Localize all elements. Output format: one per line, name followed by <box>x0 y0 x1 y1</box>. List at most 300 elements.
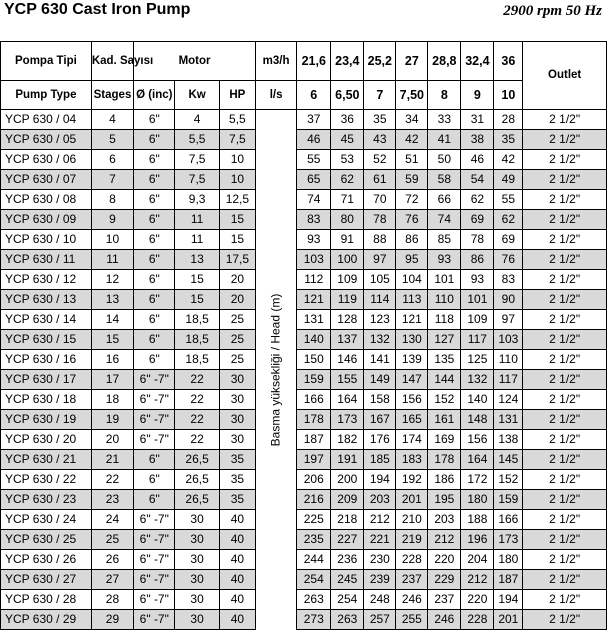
cell-head: 53 <box>331 150 364 170</box>
cell-head: 112 <box>297 270 331 290</box>
head-axis-cell <box>255 110 296 630</box>
header-flow-ls-5: 9 <box>461 81 494 110</box>
cell-head: 149 <box>364 370 396 390</box>
cell-kw: 15 <box>175 270 219 290</box>
cell-diameter: 6" <box>134 290 175 310</box>
cell-hp: 25 <box>219 310 255 330</box>
cell-head: 110 <box>428 290 461 310</box>
cell-model: YCP 630 / 25 <box>1 530 92 550</box>
table-row <box>1 250 607 270</box>
cell-diameter: 6" <box>134 230 175 250</box>
cell-kw: 13 <box>175 250 219 270</box>
cell-kw: 26,5 <box>175 450 219 470</box>
cell-head: 83 <box>297 210 331 230</box>
cell-head: 228 <box>461 610 494 630</box>
cell-head: 203 <box>428 510 461 530</box>
cell-head: 257 <box>364 610 396 630</box>
cell-head: 124 <box>494 390 523 410</box>
cell-diameter: 6" <box>134 190 175 210</box>
cell-head: 80 <box>331 210 364 230</box>
cell-head: 37 <box>297 110 331 130</box>
cell-head: 173 <box>331 410 364 430</box>
cell-kw: 4 <box>175 110 219 130</box>
cell-stages: 9 <box>91 210 133 230</box>
header-flow-m3h-6: 36 <box>494 42 523 81</box>
cell-head: 74 <box>297 190 331 210</box>
cell-head: 244 <box>297 550 331 570</box>
cell-head: 188 <box>461 510 494 530</box>
cell-head: 141 <box>364 350 396 370</box>
cell-head: 62 <box>331 170 364 190</box>
cell-head: 117 <box>494 370 523 390</box>
header-flow-ls-4: 8 <box>428 81 461 110</box>
table-row <box>1 210 607 230</box>
cell-head: 156 <box>396 390 428 410</box>
cell-model: YCP 630 / 22 <box>1 470 92 490</box>
cell-stages: 10 <box>91 230 133 250</box>
cell-head: 145 <box>494 450 523 470</box>
cell-head: 109 <box>331 270 364 290</box>
cell-head: 97 <box>364 250 396 270</box>
cell-model: YCP 630 / 20 <box>1 430 92 450</box>
table-row <box>1 570 607 590</box>
cell-kw: 26,5 <box>175 490 219 510</box>
cell-model: YCP 630 / 04 <box>1 110 92 130</box>
cell-diameter: 6" -7" <box>134 550 175 570</box>
table-row <box>1 490 607 510</box>
cell-head: 203 <box>364 490 396 510</box>
cell-head: 74 <box>428 210 461 230</box>
cell-head: 119 <box>331 290 364 310</box>
cell-model: YCP 630 / 18 <box>1 390 92 410</box>
cell-head: 158 <box>364 390 396 410</box>
cell-head: 61 <box>364 170 396 190</box>
cell-stages: 29 <box>91 610 133 630</box>
cell-outlet: 2 1/2" <box>523 290 607 310</box>
cell-head: 62 <box>494 210 523 230</box>
cell-model: YCP 630 / 19 <box>1 410 92 430</box>
cell-head: 221 <box>364 530 396 550</box>
cell-diameter: 6" <box>134 130 175 150</box>
cell-outlet: 2 1/2" <box>523 250 607 270</box>
cell-outlet: 2 1/2" <box>523 390 607 410</box>
cell-head: 38 <box>461 130 494 150</box>
cell-head: 93 <box>428 250 461 270</box>
header-flow-m3h-4: 28,8 <box>428 42 461 81</box>
header-motor: Motor <box>134 42 256 81</box>
head-axis-label: Basma yüksekliği / Head (m) <box>268 293 283 447</box>
cell-outlet: 2 1/2" <box>523 330 607 350</box>
cell-head: 117 <box>461 330 494 350</box>
table-row <box>1 130 607 150</box>
cell-head: 105 <box>364 270 396 290</box>
cell-head: 104 <box>396 270 428 290</box>
cell-head: 216 <box>297 490 331 510</box>
cell-head: 139 <box>396 350 428 370</box>
cell-model: YCP 630 / 07 <box>1 170 92 190</box>
cell-head: 245 <box>331 570 364 590</box>
cell-outlet: 2 1/2" <box>523 190 607 210</box>
cell-hp: 40 <box>219 590 255 610</box>
cell-stages: 22 <box>91 470 133 490</box>
cell-head: 218 <box>331 510 364 530</box>
cell-head: 100 <box>331 250 364 270</box>
table-row <box>1 610 607 630</box>
cell-outlet: 2 1/2" <box>523 210 607 230</box>
cell-kw: 22 <box>175 390 219 410</box>
cell-outlet: 2 1/2" <box>523 170 607 190</box>
cell-head: 201 <box>494 610 523 630</box>
cell-head: 146 <box>331 350 364 370</box>
cell-hp: 10 <box>219 170 255 190</box>
cell-head: 176 <box>364 430 396 450</box>
cell-head: 197 <box>297 450 331 470</box>
cell-head: 182 <box>331 430 364 450</box>
cell-head: 52 <box>364 150 396 170</box>
cell-kw: 30 <box>175 590 219 610</box>
cell-head: 212 <box>461 570 494 590</box>
cell-head: 173 <box>494 530 523 550</box>
cell-kw: 30 <box>175 510 219 530</box>
cell-diameter: 6" <box>134 350 175 370</box>
cell-kw: 30 <box>175 550 219 570</box>
cell-stages: 17 <box>91 370 133 390</box>
cell-diameter: 6" -7" <box>134 530 175 550</box>
cell-head: 248 <box>364 590 396 610</box>
header-flow-ls-1: 6,50 <box>331 81 364 110</box>
cell-head: 183 <box>396 450 428 470</box>
cell-hp: 7,5 <box>219 130 255 150</box>
cell-head: 78 <box>461 230 494 250</box>
table-row <box>1 150 607 170</box>
cell-head: 41 <box>428 130 461 150</box>
cell-head: 86 <box>461 250 494 270</box>
cell-stages: 11 <box>91 250 133 270</box>
cell-hp: 40 <box>219 610 255 630</box>
cell-hp: 12,5 <box>219 190 255 210</box>
cell-outlet: 2 1/2" <box>523 470 607 490</box>
cell-head: 55 <box>494 190 523 210</box>
cell-head: 50 <box>428 150 461 170</box>
cell-diameter: 6" <box>134 110 175 130</box>
cell-head: 200 <box>331 470 364 490</box>
cell-outlet: 2 1/2" <box>523 130 607 150</box>
table-row <box>1 390 607 410</box>
table-row <box>1 110 607 130</box>
cell-head: 59 <box>396 170 428 190</box>
cell-outlet: 2 1/2" <box>523 150 607 170</box>
cell-head: 169 <box>428 430 461 450</box>
cell-head: 237 <box>428 590 461 610</box>
cell-head: 36 <box>331 110 364 130</box>
table-row <box>1 530 607 550</box>
cell-model: YCP 630 / 14 <box>1 310 92 330</box>
cell-head: 62 <box>461 190 494 210</box>
cell-head: 127 <box>428 330 461 350</box>
cell-head: 70 <box>364 190 396 210</box>
cell-hp: 35 <box>219 490 255 510</box>
cell-diameter: 6" -7" <box>134 570 175 590</box>
cell-head: 132 <box>461 370 494 390</box>
cell-head: 121 <box>396 310 428 330</box>
cell-head: 76 <box>494 250 523 270</box>
cell-head: 174 <box>396 430 428 450</box>
cell-diameter: 6" <box>134 470 175 490</box>
cell-outlet: 2 1/2" <box>523 370 607 390</box>
cell-outlet: 2 1/2" <box>523 530 607 550</box>
header-m3h: m3/h <box>255 42 296 81</box>
cell-stages: 13 <box>91 290 133 310</box>
cell-head: 178 <box>428 450 461 470</box>
cell-head: 31 <box>461 110 494 130</box>
cell-head: 212 <box>428 530 461 550</box>
cell-diameter: 6" -7" <box>134 510 175 530</box>
cell-head: 131 <box>494 410 523 430</box>
cell-diameter: 6" -7" <box>134 370 175 390</box>
cell-kw: 22 <box>175 430 219 450</box>
cell-kw: 18,5 <box>175 330 219 350</box>
cell-hp: 10 <box>219 150 255 170</box>
table-row <box>1 350 607 370</box>
cell-head: 93 <box>461 270 494 290</box>
cell-model: YCP 630 / 10 <box>1 230 92 250</box>
cell-stages: 4 <box>91 110 133 130</box>
cell-model: YCP 630 / 09 <box>1 210 92 230</box>
cell-model: YCP 630 / 06 <box>1 150 92 170</box>
table-row <box>1 450 607 470</box>
cell-hp: 20 <box>219 290 255 310</box>
speed-label: 2900 rpm 50 Hz <box>503 3 602 19</box>
header-flow-m3h-5: 32,4 <box>461 42 494 81</box>
cell-diameter: 6" <box>134 310 175 330</box>
cell-model: YCP 630 / 08 <box>1 190 92 210</box>
header-flow-m3h-2: 25,2 <box>364 42 396 81</box>
cell-head: 147 <box>396 370 428 390</box>
table-row <box>1 550 607 570</box>
cell-head: 71 <box>331 190 364 210</box>
cell-head: 220 <box>461 590 494 610</box>
cell-head: 125 <box>461 350 494 370</box>
cell-head: 51 <box>396 150 428 170</box>
cell-stages: 24 <box>91 510 133 530</box>
cell-head: 152 <box>428 390 461 410</box>
cell-stages: 12 <box>91 270 133 290</box>
cell-kw: 22 <box>175 410 219 430</box>
cell-hp: 25 <box>219 330 255 350</box>
cell-diameter: 6" <box>134 170 175 190</box>
cell-stages: 26 <box>91 550 133 570</box>
title-bar <box>0 0 608 23</box>
table-row <box>1 330 607 350</box>
cell-head: 130 <box>396 330 428 350</box>
cell-diameter: 6" <box>134 250 175 270</box>
table-row <box>1 290 607 310</box>
cell-kw: 15 <box>175 290 219 310</box>
cell-model: YCP 630 / 16 <box>1 350 92 370</box>
cell-head: 204 <box>461 550 494 570</box>
cell-head: 180 <box>461 490 494 510</box>
table-row <box>1 510 607 530</box>
cell-head: 227 <box>331 530 364 550</box>
header-kw: Kw <box>175 81 219 110</box>
cell-hp: 30 <box>219 370 255 390</box>
cell-diameter: 6" <box>134 270 175 290</box>
cell-head: 85 <box>428 230 461 250</box>
cell-stages: 5 <box>91 130 133 150</box>
cell-head: 185 <box>364 450 396 470</box>
cell-head: 230 <box>364 550 396 570</box>
cell-head: 228 <box>396 550 428 570</box>
cell-head: 101 <box>461 290 494 310</box>
cell-head: 28 <box>494 110 523 130</box>
cell-head: 131 <box>297 310 331 330</box>
cell-head: 219 <box>396 530 428 550</box>
cell-stages: 20 <box>91 430 133 450</box>
cell-hp: 15 <box>219 210 255 230</box>
cell-head: 186 <box>428 470 461 490</box>
table-row <box>1 370 607 390</box>
cell-outlet: 2 1/2" <box>523 430 607 450</box>
cell-diameter: 6" -7" <box>134 410 175 430</box>
cell-head: 135 <box>428 350 461 370</box>
cell-outlet: 2 1/2" <box>523 550 607 570</box>
cell-diameter: 6" <box>134 210 175 230</box>
cell-head: 237 <box>396 570 428 590</box>
cell-stages: 28 <box>91 590 133 610</box>
cell-stages: 16 <box>91 350 133 370</box>
cell-model: YCP 630 / 24 <box>1 510 92 530</box>
cell-head: 191 <box>331 450 364 470</box>
cell-head: 97 <box>494 310 523 330</box>
cell-head: 206 <box>297 470 331 490</box>
cell-head: 166 <box>297 390 331 410</box>
cell-diameter: 6" <box>134 490 175 510</box>
cell-kw: 5,5 <box>175 130 219 150</box>
cell-diameter: 6" <box>134 150 175 170</box>
cell-head: 69 <box>461 210 494 230</box>
cell-stages: 14 <box>91 310 133 330</box>
cell-model: YCP 630 / 15 <box>1 330 92 350</box>
cell-head: 246 <box>428 610 461 630</box>
cell-head: 88 <box>364 230 396 250</box>
cell-model: YCP 630 / 23 <box>1 490 92 510</box>
cell-head: 194 <box>364 470 396 490</box>
page-title: YCP 630 Cast Iron Pump <box>4 1 191 18</box>
cell-kw: 26,5 <box>175 470 219 490</box>
cell-hp: 35 <box>219 450 255 470</box>
cell-head: 35 <box>364 110 396 130</box>
cell-outlet: 2 1/2" <box>523 270 607 290</box>
cell-head: 35 <box>494 130 523 150</box>
cell-head: 91 <box>331 230 364 250</box>
table-row <box>1 470 607 490</box>
cell-head: 194 <box>494 590 523 610</box>
cell-head: 72 <box>396 190 428 210</box>
cell-outlet: 2 1/2" <box>523 610 607 630</box>
cell-outlet: 2 1/2" <box>523 590 607 610</box>
cell-hp: 30 <box>219 390 255 410</box>
header-flow-ls-2: 7 <box>364 81 396 110</box>
cell-model: YCP 630 / 29 <box>1 610 92 630</box>
cell-head: 167 <box>364 410 396 430</box>
cell-head: 263 <box>331 610 364 630</box>
cell-kw: 30 <box>175 610 219 630</box>
cell-outlet: 2 1/2" <box>523 230 607 250</box>
cell-head: 180 <box>494 550 523 570</box>
cell-head: 150 <box>297 350 331 370</box>
cell-kw: 22 <box>175 370 219 390</box>
cell-head: 159 <box>494 490 523 510</box>
cell-head: 187 <box>297 430 331 450</box>
table-row <box>1 430 607 450</box>
cell-head: 172 <box>461 470 494 490</box>
cell-kw: 9,3 <box>175 190 219 210</box>
cell-kw: 11 <box>175 210 219 230</box>
cell-head: 45 <box>331 130 364 150</box>
cell-diameter: 6" <box>134 450 175 470</box>
header-flow-m3h-3: 27 <box>396 42 428 81</box>
cell-head: 254 <box>331 590 364 610</box>
cell-hp: 40 <box>219 570 255 590</box>
cell-diameter: 6" -7" <box>134 590 175 610</box>
header-pompa-tipi: Pompa Tipi <box>1 42 92 81</box>
cell-head: 86 <box>396 230 428 250</box>
cell-head: 69 <box>494 230 523 250</box>
cell-head: 114 <box>364 290 396 310</box>
header-flow-m3h-0: 21,6 <box>297 42 331 81</box>
cell-model: YCP 630 / 12 <box>1 270 92 290</box>
cell-model: YCP 630 / 05 <box>1 130 92 150</box>
table-row <box>1 310 607 330</box>
header-flow-ls-3: 7,50 <box>396 81 428 110</box>
cell-head: 220 <box>428 550 461 570</box>
pump-table <box>0 41 607 630</box>
cell-head: 187 <box>494 570 523 590</box>
cell-kw: 11 <box>175 230 219 250</box>
cell-model: YCP 630 / 21 <box>1 450 92 470</box>
cell-head: 165 <box>396 410 428 430</box>
cell-head: 90 <box>494 290 523 310</box>
cell-head: 209 <box>331 490 364 510</box>
cell-head: 123 <box>364 310 396 330</box>
cell-head: 118 <box>428 310 461 330</box>
cell-outlet: 2 1/2" <box>523 350 607 370</box>
cell-stages: 27 <box>91 570 133 590</box>
cell-head: 103 <box>494 330 523 350</box>
cell-stages: 8 <box>91 190 133 210</box>
cell-hp: 40 <box>219 550 255 570</box>
cell-head: 58 <box>428 170 461 190</box>
header-pump-type: Pump Type <box>1 81 92 110</box>
cell-head: 166 <box>494 510 523 530</box>
table-row <box>1 590 607 610</box>
cell-head: 164 <box>331 390 364 410</box>
cell-kw: 18,5 <box>175 350 219 370</box>
cell-head: 46 <box>461 150 494 170</box>
cell-outlet: 2 1/2" <box>523 490 607 510</box>
cell-head: 55 <box>297 150 331 170</box>
cell-hp: 30 <box>219 430 255 450</box>
cell-head: 156 <box>461 430 494 450</box>
cell-head: 42 <box>396 130 428 150</box>
cell-model: YCP 630 / 13 <box>1 290 92 310</box>
cell-outlet: 2 1/2" <box>523 450 607 470</box>
cell-head: 83 <box>494 270 523 290</box>
cell-head: 235 <box>297 530 331 550</box>
cell-stages: 18 <box>91 390 133 410</box>
cell-head: 152 <box>494 470 523 490</box>
cell-outlet: 2 1/2" <box>523 410 607 430</box>
